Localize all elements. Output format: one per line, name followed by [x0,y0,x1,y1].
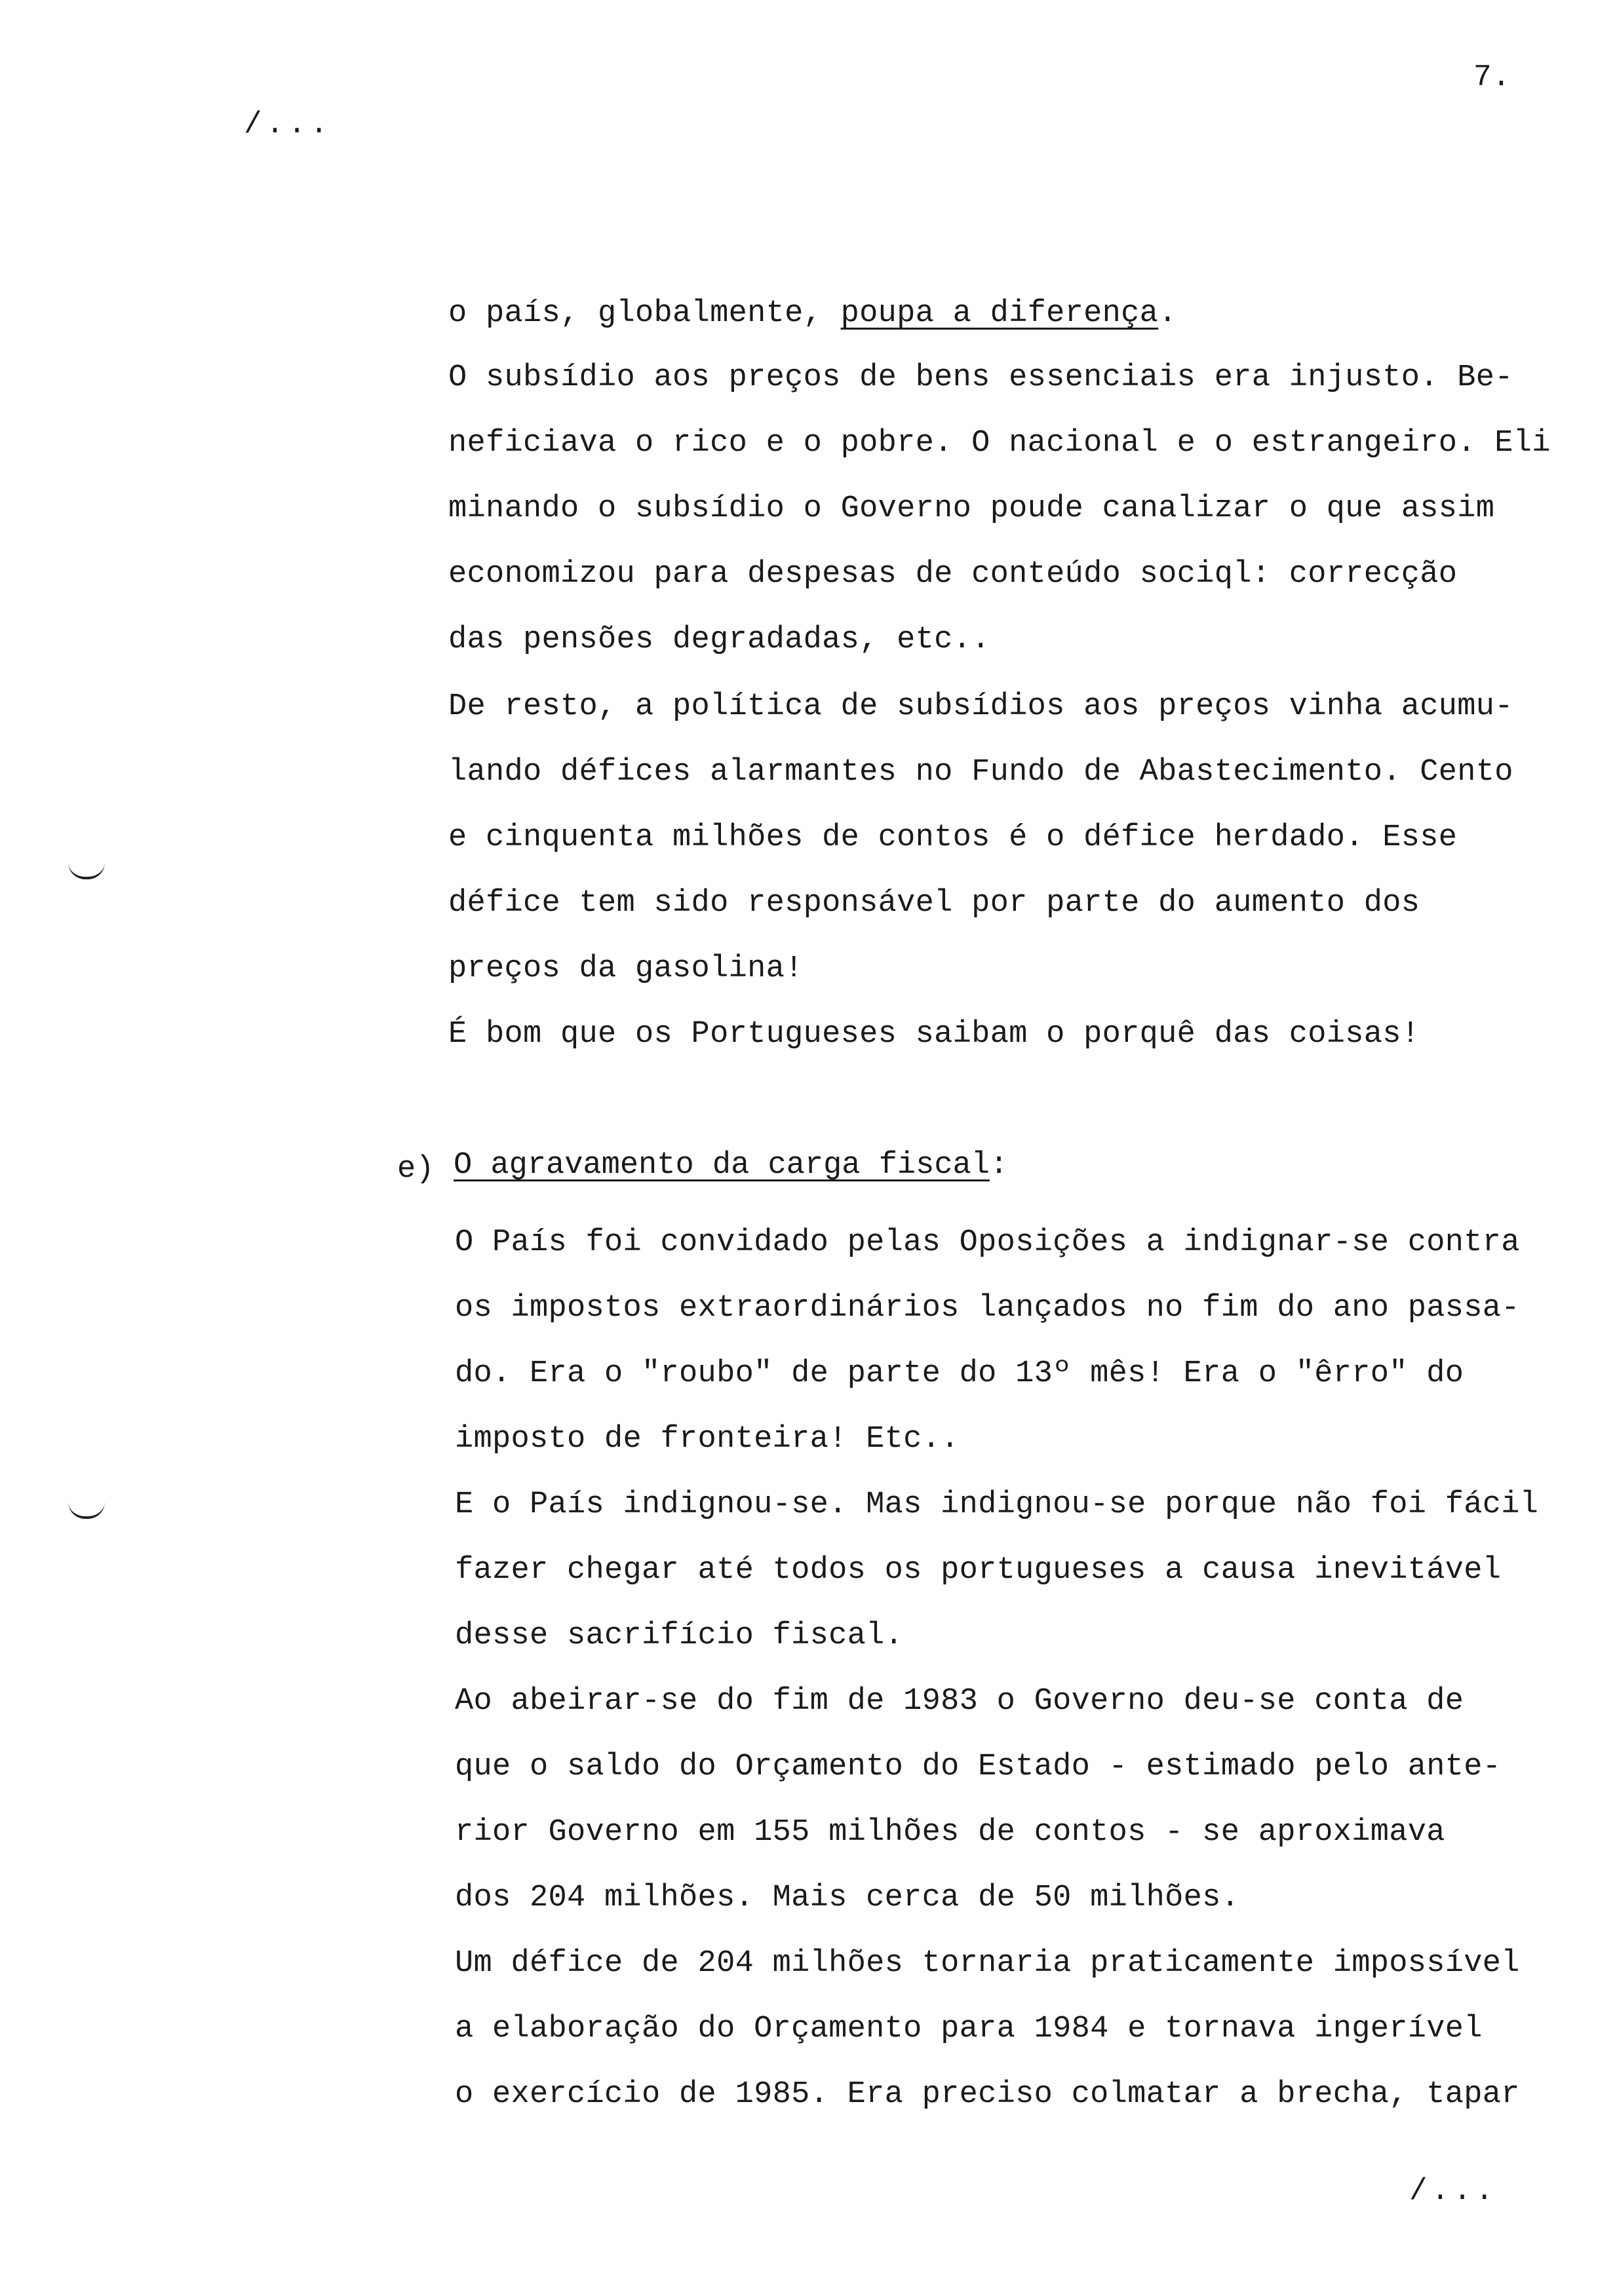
margin-mark [68,1502,105,1519]
text-line: preços da gasolina! [448,951,804,986]
text-line: minando o subsídio o Governo poude canalizar o que assim [448,491,1495,526]
margin-mark [68,862,105,879]
text-line: É bom que os Portugueses saibam o porquê das coisas! [448,1017,1420,1052]
text-line: dos 204 milhões. Mais cerca de 50 milhões. [455,1881,1240,1915]
text-span: o país, globalmente, [448,296,841,331]
text-line: a elaboração do Orçamento para 1984 e tornava ingerível [455,2012,1483,2046]
text-line: De resto, a política de subsídios aos preços vinha acumu- [448,689,1513,724]
section-title [454,1148,1008,1183]
text-line: o exercício de 1985. Era preciso colmatar a brecha, tapar [455,2077,1520,2112]
text-line: Um défice de 204 milhões tornaria praticamente impossível [455,1946,1520,1981]
text-line: O País foi convidado pelas Oposições a indignar-se contra [455,1225,1520,1260]
text-line: das pensões degradadas, etc.. [448,622,990,657]
page-number: 7. [1473,60,1511,94]
continuation-mark-top: /... [244,107,332,142]
text-line: lando défices alarmantes no Fundo de Abastecimento. Cento [448,755,1513,790]
text-line: neficiava o rico e o pobre. O nacional e o estrangeiro. Eli [448,426,1551,461]
continuation-mark-bottom: /... [1409,2174,1498,2208]
text-line: défice tem sido responsável por parte do aumento dos [448,886,1420,921]
text-line: os impostos extraordinários lançados no fim do ano passa- [455,1291,1520,1326]
text-line: imposto de fronteira! Etc.. [455,1422,960,1457]
text-line: e cinquenta milhões de contos é o défice herdado. Esse [448,820,1458,855]
text-span: . [1158,296,1177,331]
section-title-text: O agravamento da carga fiscal [454,1148,990,1183]
text-line [448,296,1177,331]
text-line: E o País indignou-se. Mas indignou-se porque não foi fácil [455,1487,1539,1522]
section-title-colon: : [989,1148,1009,1183]
text-line: do. Era o "roubo" de parte do 13º mês! Era o "êrro" do [455,1356,1464,1391]
section-label: e) [397,1152,435,1187]
text-line: que o saldo do Orçamento do Estado - estimado pelo ante- [455,1750,1502,1784]
text-line: desse sacrifício fiscal. [455,1618,904,1653]
text-line: Ao abeirar-se do fim de 1983 o Governo deu-se conta de [455,1684,1464,1719]
text-line: O subsídio aos preços de bens essenciais era injusto. Be- [448,360,1513,395]
underlined-text: poupa a diferença [840,296,1159,331]
text-line: fazer chegar até todos os portugueses a causa inevitável [455,1553,1502,1588]
text-line: rior Governo em 155 milhões de contos - se aproximava [455,1815,1445,1850]
text-line: economizou para despesas de conteúdo sociql: correcção [448,557,1458,592]
